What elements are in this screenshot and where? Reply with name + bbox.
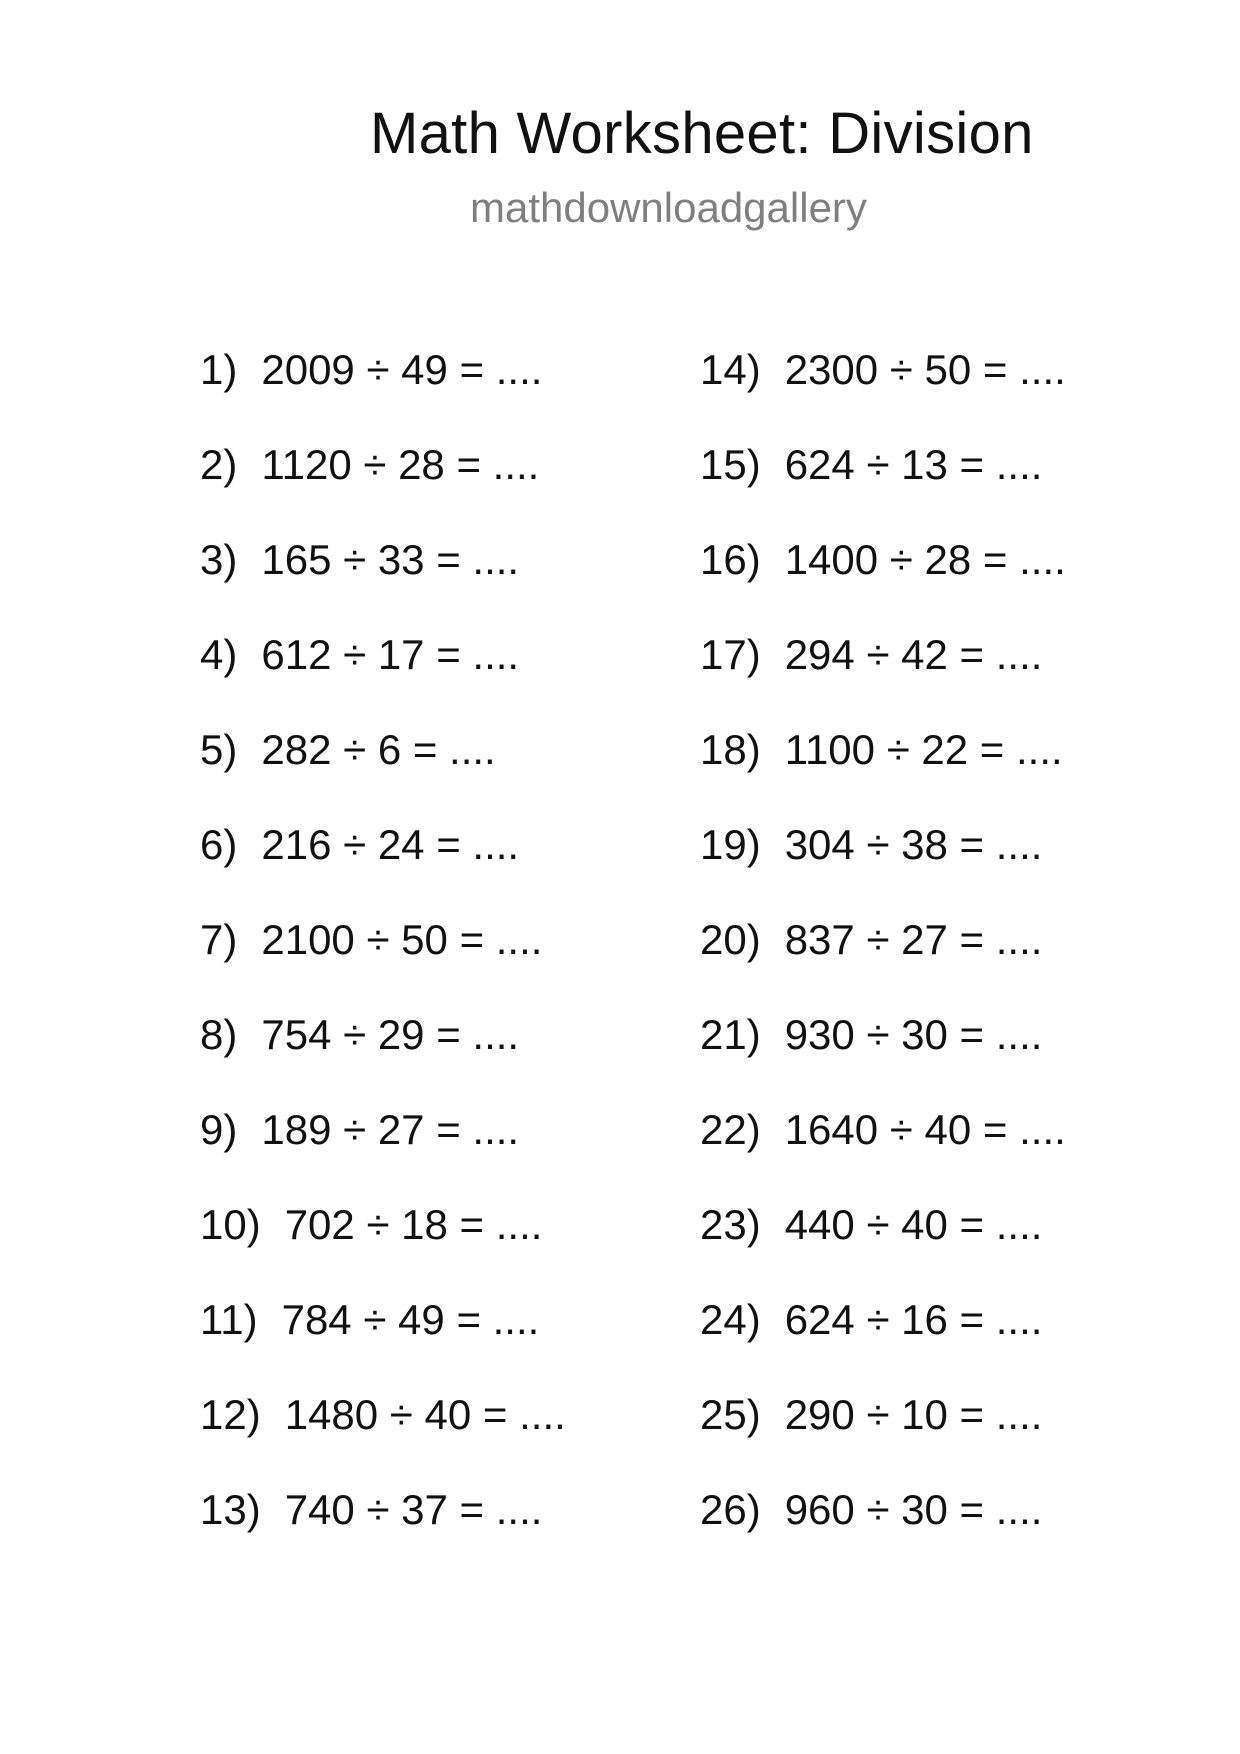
problem-number: 14) <box>700 346 761 393</box>
problem-expression: 2300 ÷ 50 = .... <box>784 346 1066 393</box>
problem-expression: 216 ÷ 24 = .... <box>261 821 520 868</box>
problem-expression: 930 ÷ 30 = .... <box>784 1011 1043 1058</box>
problem-number: 24) <box>700 1296 761 1343</box>
problem-6 <box>200 820 566 915</box>
problem-number: 6) <box>200 821 238 868</box>
problem-number: 8) <box>200 1011 238 1058</box>
problem-number: 12) <box>200 1391 261 1438</box>
problem-expression: 290 ÷ 10 = .... <box>784 1391 1043 1438</box>
problem-number: 25) <box>700 1391 761 1438</box>
problem-4 <box>200 630 566 725</box>
problem-number: 3) <box>200 536 238 583</box>
problem-14 <box>700 345 1066 440</box>
problem-2 <box>200 440 566 535</box>
problem-5 <box>200 725 566 820</box>
problem-number: 16) <box>700 536 761 583</box>
problem-expression: 165 ÷ 33 = .... <box>261 536 520 583</box>
problem-25 <box>700 1390 1066 1485</box>
problem-7 <box>200 915 566 1010</box>
problem-expression: 837 ÷ 27 = .... <box>784 916 1043 963</box>
problem-expression: 189 ÷ 27 = .... <box>261 1106 520 1153</box>
problem-expression: 440 ÷ 40 = .... <box>784 1201 1043 1248</box>
problem-expression: 960 ÷ 30 = .... <box>784 1486 1043 1533</box>
problem-number: 20) <box>700 916 761 963</box>
problem-16 <box>700 535 1066 630</box>
problem-26 <box>700 1485 1066 1580</box>
problem-expression: 754 ÷ 29 = .... <box>261 1011 520 1058</box>
problem-expression: 612 ÷ 17 = .... <box>261 631 520 678</box>
problem-20 <box>700 915 1066 1010</box>
problem-8 <box>200 1010 566 1105</box>
problem-expression: 702 ÷ 18 = .... <box>284 1201 543 1248</box>
worksheet-title: Math Worksheet: Division <box>370 101 1034 166</box>
problem-17 <box>700 630 1066 725</box>
problem-expression: 1100 ÷ 22 = .... <box>784 726 1063 773</box>
problem-expression: 784 ÷ 49 = .... <box>281 1296 540 1343</box>
problem-number: 4) <box>200 631 238 678</box>
problem-21 <box>700 1010 1066 1105</box>
problem-number: 7) <box>200 916 238 963</box>
problem-expression: 2100 ÷ 50 = .... <box>261 916 543 963</box>
problem-number: 18) <box>700 726 761 773</box>
problem-10 <box>200 1200 566 1295</box>
problem-number: 26) <box>700 1486 761 1533</box>
problem-number: 11) <box>200 1296 258 1343</box>
problem-12 <box>200 1390 566 1485</box>
problem-number: 1) <box>200 346 238 393</box>
problem-15 <box>700 440 1066 535</box>
problem-number: 5) <box>200 726 238 773</box>
worksheet-source: mathdownloadgallery <box>470 184 867 231</box>
problem-24 <box>700 1295 1066 1390</box>
problem-1 <box>200 345 566 440</box>
problem-19 <box>700 820 1066 915</box>
problem-column-left <box>200 345 566 1580</box>
problem-number: 9) <box>200 1106 238 1153</box>
problem-number: 23) <box>700 1201 761 1248</box>
problem-11 <box>200 1295 566 1390</box>
problem-22 <box>700 1105 1066 1200</box>
problem-expression: 1400 ÷ 28 = .... <box>784 536 1066 583</box>
problem-expression: 624 ÷ 16 = .... <box>784 1296 1043 1343</box>
problem-expression: 304 ÷ 38 = .... <box>784 821 1043 868</box>
problem-number: 15) <box>700 441 761 488</box>
problem-expression: 624 ÷ 13 = .... <box>784 441 1043 488</box>
problem-number: 13) <box>200 1486 261 1533</box>
problem-23 <box>700 1200 1066 1295</box>
problem-expression: 740 ÷ 37 = .... <box>284 1486 543 1533</box>
problem-number: 21) <box>700 1011 761 1058</box>
problem-3 <box>200 535 566 630</box>
problem-expression: 282 ÷ 6 = .... <box>261 726 496 773</box>
problem-18 <box>700 725 1066 820</box>
problem-number: 17) <box>700 631 761 678</box>
problem-13 <box>200 1485 566 1580</box>
problem-expression: 1640 ÷ 40 = .... <box>784 1106 1066 1153</box>
problem-expression: 2009 ÷ 49 = .... <box>261 346 543 393</box>
problem-expression: 1480 ÷ 40 = .... <box>284 1391 566 1438</box>
problem-number: 19) <box>700 821 761 868</box>
problem-number: 10) <box>200 1201 261 1248</box>
problem-number: 2) <box>200 441 238 488</box>
problem-expression: 294 ÷ 42 = .... <box>784 631 1043 678</box>
problem-column-right <box>700 345 1066 1580</box>
problem-number: 22) <box>700 1106 761 1153</box>
problem-expression: 1120 ÷ 28 = .... <box>261 441 540 488</box>
problem-9 <box>200 1105 566 1200</box>
